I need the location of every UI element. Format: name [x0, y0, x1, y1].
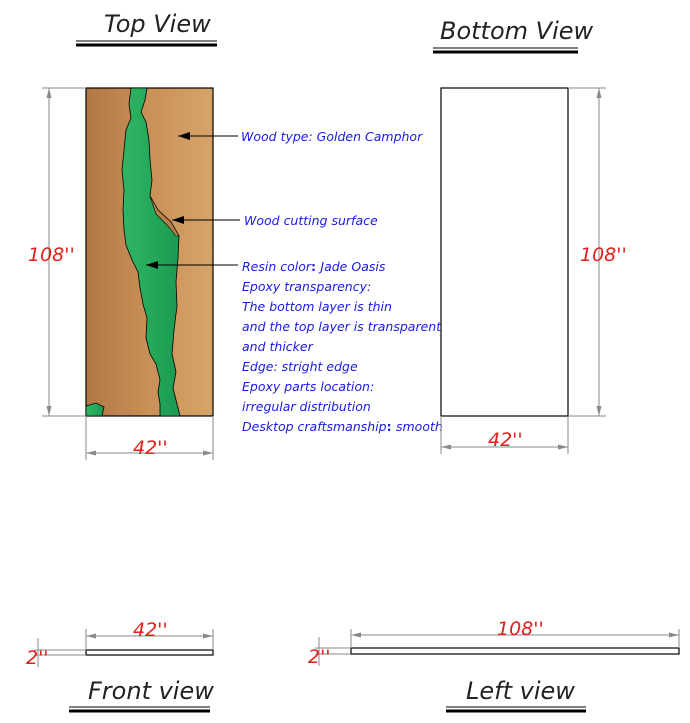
front-slab-outline: [86, 650, 213, 655]
note-wood-type: Wood type: Golden Camphor: [241, 129, 423, 144]
craft-label: Desktop craftsmanship: [242, 419, 387, 434]
bottom-slab-outline: [441, 88, 568, 416]
resin-color-label: Resin color: [242, 259, 312, 274]
left-slab-outline: [351, 648, 679, 654]
top-view: [28, 10, 443, 460]
note-line-3: and the top layer is transparent: [242, 319, 442, 334]
note-line-4: and thicker: [242, 339, 313, 354]
left-thickness-label: 2'': [308, 646, 331, 668]
front-width-label: 42'': [133, 619, 168, 641]
note-line-2: The bottom layer is thin: [242, 299, 392, 314]
left-view-title: Left view: [466, 677, 575, 705]
craft-value: smooth: [395, 419, 443, 434]
bottom-view: [433, 17, 627, 454]
note-line-6: Epoxy parts location:: [242, 379, 375, 394]
bottom-view-title: Bottom View: [440, 17, 594, 45]
top-width-label: 42'': [133, 437, 168, 459]
front-view: [26, 619, 214, 711]
bottom-width-label: 42'': [488, 429, 523, 451]
note-line-7: irregular distribution: [242, 399, 371, 414]
top-height-label: 108'': [28, 244, 75, 266]
note-line-1: Epoxy transparency:: [242, 279, 372, 294]
note-craftsmanship: Desktop craftsmanship: smooth: [242, 419, 443, 434]
note-resin-color: Resin color: Jade Oasis: [242, 259, 386, 274]
front-view-title: Front view: [88, 677, 214, 705]
bottom-height-label: 108'': [580, 244, 627, 266]
resin-color-value: Jade Oasis: [320, 259, 386, 274]
top-view-title: Top View: [104, 10, 211, 38]
front-thickness-label: 2'': [26, 647, 49, 669]
note-line-5: Edge: stright edge: [242, 359, 358, 374]
left-view: [308, 618, 679, 711]
note-cutting-surface: Wood cutting surface: [244, 213, 378, 228]
left-length-label: 108'': [497, 618, 544, 640]
